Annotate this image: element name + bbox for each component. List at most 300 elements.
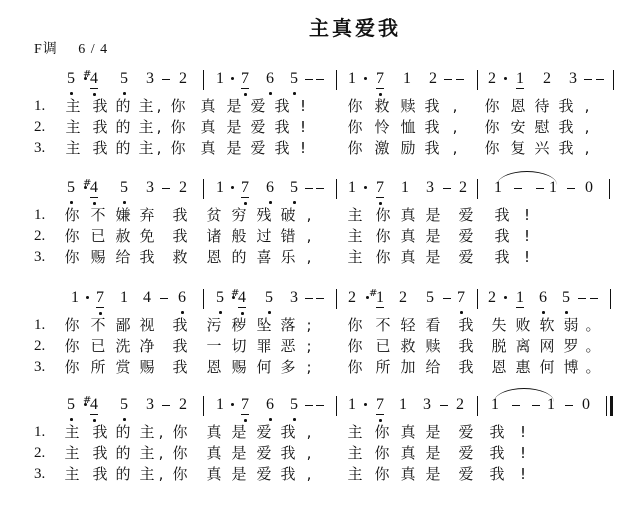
lyric-char: 你: [64, 337, 80, 355]
extension-dash: [316, 79, 324, 80]
lyric-char: 的: [115, 139, 131, 157]
lyric-punctuation: ,: [306, 465, 312, 483]
barline: [477, 179, 478, 199]
time-signature: 6 / 4: [78, 42, 109, 57]
extension-dash: [443, 188, 451, 189]
lyric-char: 主: [64, 465, 80, 483]
lyric-char: 怜: [374, 118, 390, 136]
lyric-char: 洗: [115, 337, 131, 355]
lyric-char: 主: [65, 118, 81, 136]
lyric-char: 我: [424, 118, 440, 136]
lyric-char: 我: [274, 97, 290, 115]
sharp-sign: #: [231, 288, 240, 299]
note: 6: [178, 289, 186, 306]
lyric-punctuation: !: [299, 139, 306, 157]
note: 7: [241, 179, 249, 196]
barline: [336, 70, 337, 90]
lyric-char: 加: [400, 358, 416, 376]
lyric-char: 赐: [231, 358, 247, 376]
lyric-char: 你: [347, 316, 363, 334]
extension-dash: [305, 188, 313, 189]
lyric-char: 我: [172, 337, 188, 355]
lyric-punctuation: ,: [584, 97, 590, 115]
barline: [203, 396, 204, 416]
barline: [336, 179, 337, 199]
lyric-char: 你: [172, 423, 188, 441]
lyric-char: 真: [400, 465, 416, 483]
lyric-punctuation: ;: [306, 316, 312, 334]
lyric-char: 是: [425, 206, 441, 224]
augmentation-dot: [364, 186, 367, 189]
lyric-line-verse-1: [0, 205, 640, 225]
verse-number: 3.: [34, 249, 46, 265]
lyric-punctuation: !: [299, 118, 306, 136]
note: 1: [348, 179, 356, 196]
note: 1: [516, 70, 524, 87]
extension-dash: [316, 298, 324, 299]
extension-dash: [162, 405, 170, 406]
notation-line: [0, 66, 640, 96]
lyric-char: 你: [375, 227, 391, 245]
lyric-char: 真: [206, 465, 222, 483]
note: 5: [290, 179, 298, 196]
lyric-char: 你: [64, 358, 80, 376]
lyric-char: 赐: [139, 358, 155, 376]
extension-dash: [567, 188, 575, 189]
lyric-line-verse-2: [0, 117, 640, 137]
lyric-char: 博: [563, 358, 579, 376]
lyric-char: 真: [400, 227, 416, 245]
note: 2: [456, 396, 464, 413]
lyric-char: 嫌: [115, 206, 131, 224]
lyric-char: 贫: [206, 206, 222, 224]
note: 1: [516, 289, 524, 306]
augmentation-dot: [504, 77, 507, 80]
lyric-line-verse-3: [0, 247, 640, 267]
lyric-char: 网: [539, 337, 555, 355]
lyric-char: 安: [510, 118, 526, 136]
lyric-char: 多: [280, 358, 296, 376]
lyric-char: 爱: [250, 97, 266, 115]
lyric-char: 何: [539, 358, 555, 376]
lyric-punctuation: 。: [585, 316, 601, 334]
lyric-char: 弃: [139, 206, 155, 224]
sharp-sign: #: [83, 395, 92, 406]
augmentation-dot: [231, 403, 234, 406]
lyric-char: 恩: [206, 248, 222, 266]
lyric-line-verse-2: [0, 443, 640, 463]
note: 1: [403, 70, 411, 87]
note: 3: [146, 179, 154, 196]
lyric-char: 我: [172, 227, 188, 245]
lyric-char: 我: [494, 227, 510, 245]
lyric-char: 我: [558, 139, 574, 157]
lyric-punctuation: !: [519, 423, 526, 441]
lyric-char: 你: [484, 139, 500, 157]
lyric-char: 你: [64, 227, 80, 245]
lyric-char: 诸: [206, 227, 222, 245]
note: 5: [67, 396, 75, 413]
lyric-punctuation: ,: [452, 118, 458, 136]
augmentation-dot: [86, 296, 89, 299]
augmentation-dot: [364, 403, 367, 406]
note: 1: [348, 396, 356, 413]
lyric-char: 你: [347, 358, 363, 376]
lyric-char: 我: [92, 423, 108, 441]
lyric-char: 主: [64, 444, 80, 462]
note: 7: [241, 396, 249, 413]
lyric-char: 你: [484, 118, 500, 136]
lyric-char: 我: [458, 358, 474, 376]
lyric-char: 你: [170, 118, 186, 136]
lyric-char: 爱: [458, 248, 474, 266]
lyric-char: 我: [92, 97, 108, 115]
lyric-char: 你: [64, 206, 80, 224]
extension-dash: [512, 405, 520, 406]
lyric-char: 是: [425, 227, 441, 245]
lyric-punctuation: ;: [306, 337, 312, 355]
barline: [609, 179, 610, 199]
lyric-char: 是: [425, 444, 441, 462]
lyric-char: 我: [489, 465, 505, 483]
note: 5: [265, 289, 273, 306]
lyric-char: 乐: [280, 248, 296, 266]
lyric-char: 免: [139, 227, 155, 245]
lyric-char: 是: [425, 465, 441, 483]
lyric-punctuation: !: [523, 206, 530, 224]
verse-number: 2.: [34, 338, 46, 354]
note: 5: [67, 179, 75, 196]
lyric-char: 你: [374, 465, 390, 483]
lyric-punctuation: ,: [584, 139, 590, 157]
note: 1 #: [375, 289, 385, 307]
lyric-char: 赎: [400, 97, 416, 115]
note: 3: [146, 396, 154, 413]
note: 1: [216, 396, 224, 413]
lyric-char: 赏: [115, 358, 131, 376]
note: 6: [266, 396, 274, 413]
lyric-char: 真: [400, 248, 416, 266]
lyric-line-verse-3: [0, 138, 640, 158]
lyric-char: 所: [375, 358, 391, 376]
lyric-punctuation: ,: [306, 227, 312, 245]
note: 5: [120, 179, 128, 196]
music-system: [0, 66, 640, 176]
lyric-char: 你: [375, 248, 391, 266]
lyric-char: 我: [558, 118, 574, 136]
lyric-char: 恶: [280, 337, 296, 355]
lyric-char: 我: [494, 206, 510, 224]
lyric-punctuation: ,: [306, 423, 312, 441]
extension-dash: [305, 79, 313, 80]
barline: [477, 70, 478, 90]
lyric-char: 我: [172, 358, 188, 376]
lyric-char: 主: [347, 444, 363, 462]
augmentation-dot: [364, 77, 367, 80]
lyric-char: 给: [115, 248, 131, 266]
extension-dash: [162, 79, 170, 80]
note: 1: [216, 70, 224, 87]
lyric-char: 爱: [250, 118, 266, 136]
lyric-char: 所: [90, 358, 106, 376]
lyric-char: 软: [539, 316, 555, 334]
note: 1: [348, 70, 356, 87]
note: 2: [429, 70, 437, 87]
lyric-punctuation: !: [299, 97, 306, 115]
verse-number: 2.: [34, 445, 46, 461]
lyric-char: 你: [374, 444, 390, 462]
lyric-char: 主: [139, 444, 155, 462]
lyric-char: 主: [64, 423, 80, 441]
lyric-char: 坠: [256, 316, 272, 334]
lyric-char: 我: [458, 316, 474, 334]
lyric-char: 我: [92, 139, 108, 157]
lyric-punctuation: !: [523, 227, 530, 245]
barline: [613, 70, 614, 90]
lyric-char: 罪: [256, 337, 272, 355]
lyric-char: 主: [347, 227, 363, 245]
verse-number: 3.: [34, 140, 46, 156]
lyric-char: 的: [115, 97, 131, 115]
lyric-char: 已: [90, 337, 106, 355]
lyric-char: 一: [206, 337, 222, 355]
lyric-char: 主: [65, 97, 81, 115]
barline: [203, 70, 204, 90]
note: 2: [179, 179, 187, 196]
extension-dash: [316, 405, 324, 406]
augmentation-dot: [231, 77, 234, 80]
lyric-char: 励: [400, 139, 416, 157]
lyric-char: 净: [139, 337, 155, 355]
verse-number: 3.: [34, 466, 46, 482]
note: 1: [120, 289, 128, 306]
lyric-punctuation: !: [519, 465, 526, 483]
note: 4 #: [237, 289, 247, 307]
lyric-char: 是: [226, 139, 242, 157]
lyric-char: 轻: [400, 316, 416, 334]
barline: [203, 289, 204, 309]
lyric-char: 我: [92, 444, 108, 462]
note: 1: [547, 396, 555, 413]
lyric-char: 主: [347, 423, 363, 441]
lyric-char: 我: [424, 139, 440, 157]
lyric-char: 我: [172, 316, 188, 334]
lyric-line-verse-1: [0, 96, 640, 116]
lyric-punctuation: !: [523, 248, 530, 266]
lyric-char: 真: [200, 139, 216, 157]
lyric-char: 真: [200, 118, 216, 136]
lyric-char: 是: [226, 97, 242, 115]
lyric-punctuation: ,: [156, 97, 162, 115]
lyric-char: 真: [206, 444, 222, 462]
note: 5: [290, 70, 298, 87]
extension-dash: [532, 405, 540, 406]
extension-dash: [444, 79, 452, 80]
note: 7: [376, 70, 384, 87]
extension-dash: [596, 79, 604, 80]
lyric-char: 我: [280, 465, 296, 483]
lyric-char: 的: [115, 465, 131, 483]
verse-number: 1.: [34, 317, 46, 333]
extension-dash: [440, 405, 448, 406]
note: 1: [399, 396, 407, 413]
lyric-char: 我: [494, 248, 510, 266]
lyric-char: 给: [425, 358, 441, 376]
lyric-char: 你: [347, 97, 363, 115]
lyric-char: 是: [231, 423, 247, 441]
lyric-char: 爱: [256, 465, 272, 483]
lyric-punctuation: ,: [158, 465, 164, 483]
extension-dash: [514, 188, 522, 189]
lyric-char: 喜: [256, 248, 272, 266]
lyric-punctuation: ,: [306, 248, 312, 266]
note: 2: [543, 70, 551, 87]
lyric-char: 罗: [563, 337, 579, 355]
lyric-char: 的: [231, 248, 247, 266]
lyric-char: 爱: [458, 465, 474, 483]
barline: [336, 396, 337, 416]
lyric-char: 是: [231, 465, 247, 483]
lyric-char: 爱: [256, 444, 272, 462]
lyric-line-verse-3: [0, 464, 640, 484]
song-title: 主真爱我: [309, 16, 401, 40]
lyric-char: 鄙: [115, 316, 131, 334]
lyric-char: 穷: [231, 206, 247, 224]
note: 3: [146, 70, 154, 87]
lyric-char: 爱: [458, 206, 474, 224]
lyric-char: 赎: [425, 337, 441, 355]
lyric-char: 你: [64, 248, 80, 266]
verse-number: 2.: [34, 228, 46, 244]
lyric-punctuation: ,: [156, 118, 162, 136]
lyric-char: 过: [256, 227, 272, 245]
lyric-char: 般: [231, 227, 247, 245]
note: 1: [71, 289, 79, 306]
lyric-char: 秽: [231, 316, 247, 334]
verse-number: 1.: [34, 98, 46, 114]
note: 2: [459, 179, 467, 196]
verse-number: 2.: [34, 119, 46, 135]
note: 5: [67, 70, 75, 87]
note: 6: [266, 70, 274, 87]
extension-dash: [536, 188, 544, 189]
sharp-sign: #: [83, 69, 92, 80]
note: 2: [179, 70, 187, 87]
lyric-char: 我: [274, 139, 290, 157]
lyric-char: 惠: [515, 358, 531, 376]
notation-line: [0, 285, 640, 315]
lyric-char: 的: [115, 444, 131, 462]
lyric-char: 救: [172, 248, 188, 266]
note: 7: [376, 179, 384, 196]
lyric-char: 你: [347, 118, 363, 136]
lyric-char: 失: [491, 316, 507, 334]
lyric-char: 你: [347, 337, 363, 355]
lyric-char: 破: [280, 206, 296, 224]
lyric-char: 看: [425, 316, 441, 334]
lyric-char: 我: [489, 444, 505, 462]
extension-dash: [584, 79, 592, 80]
lyric-char: 离: [515, 337, 531, 355]
lyric-char: 恤: [400, 118, 416, 136]
augmentation-dot: [231, 186, 234, 189]
lyric-char: 真: [206, 423, 222, 441]
lyric-char: 残: [256, 206, 272, 224]
lyric-char: 主: [347, 465, 363, 483]
lyric-punctuation: ,: [452, 139, 458, 157]
lyric-char: 兴: [534, 139, 550, 157]
note: 2: [179, 396, 187, 413]
note: 3: [290, 289, 298, 306]
extension-dash: [456, 79, 464, 80]
lyric-punctuation: 。: [585, 358, 601, 376]
lyric-char: 不: [90, 316, 106, 334]
lyric-punctuation: ,: [306, 444, 312, 462]
lyric-char: 我: [92, 465, 108, 483]
verse-number: 1.: [34, 207, 46, 223]
music-system: [0, 392, 640, 502]
note: 1: [491, 396, 499, 413]
lyric-char: 真: [400, 423, 416, 441]
lyric-char: 主: [138, 139, 154, 157]
extension-dash: [443, 298, 451, 299]
lyric-char: 我: [280, 444, 296, 462]
lyric-char: 切: [231, 337, 247, 355]
extension-dash: [305, 405, 313, 406]
note: 1: [401, 179, 409, 196]
note: 4 #: [89, 396, 99, 414]
lyric-char: 待: [534, 97, 550, 115]
lyric-punctuation: ;: [306, 358, 312, 376]
lyric-char: 我: [92, 118, 108, 136]
lyric-punctuation: !: [519, 444, 526, 462]
lyric-char: 主: [138, 97, 154, 115]
note: 3: [423, 396, 431, 413]
lyric-char: 真: [200, 97, 216, 115]
extension-dash: [160, 298, 168, 299]
lyric-punctuation: 。: [585, 337, 601, 355]
barline: [610, 289, 611, 309]
lyric-char: 恩: [510, 97, 526, 115]
lyric-char: 已: [90, 227, 106, 245]
lyric-line-verse-1: [0, 422, 640, 442]
lyric-char: 何: [256, 358, 272, 376]
note: 7: [457, 289, 465, 306]
notation-line: [0, 175, 640, 205]
lyric-char: 污: [206, 316, 222, 334]
barline: [477, 289, 478, 309]
note: 5: [216, 289, 224, 306]
barline: [203, 179, 204, 199]
note: 6: [539, 289, 547, 306]
lyric-line-verse-2: [0, 226, 640, 246]
lyric-punctuation: ,: [158, 423, 164, 441]
lyric-char: 不: [375, 316, 391, 334]
extension-dash: [316, 188, 324, 189]
lyric-char: 不: [90, 206, 106, 224]
extension-dash: [162, 188, 170, 189]
lyric-char: 错: [280, 227, 296, 245]
lyric-char: 脱: [491, 337, 507, 355]
lyric-char: 是: [425, 423, 441, 441]
lyric-line-verse-2: [0, 336, 640, 356]
lyric-char: 主: [139, 465, 155, 483]
extension-dash: [565, 405, 573, 406]
note: 1: [494, 179, 502, 196]
lyric-char: 救: [374, 97, 390, 115]
barline: [606, 396, 607, 416]
verse-number: 3.: [34, 359, 46, 375]
